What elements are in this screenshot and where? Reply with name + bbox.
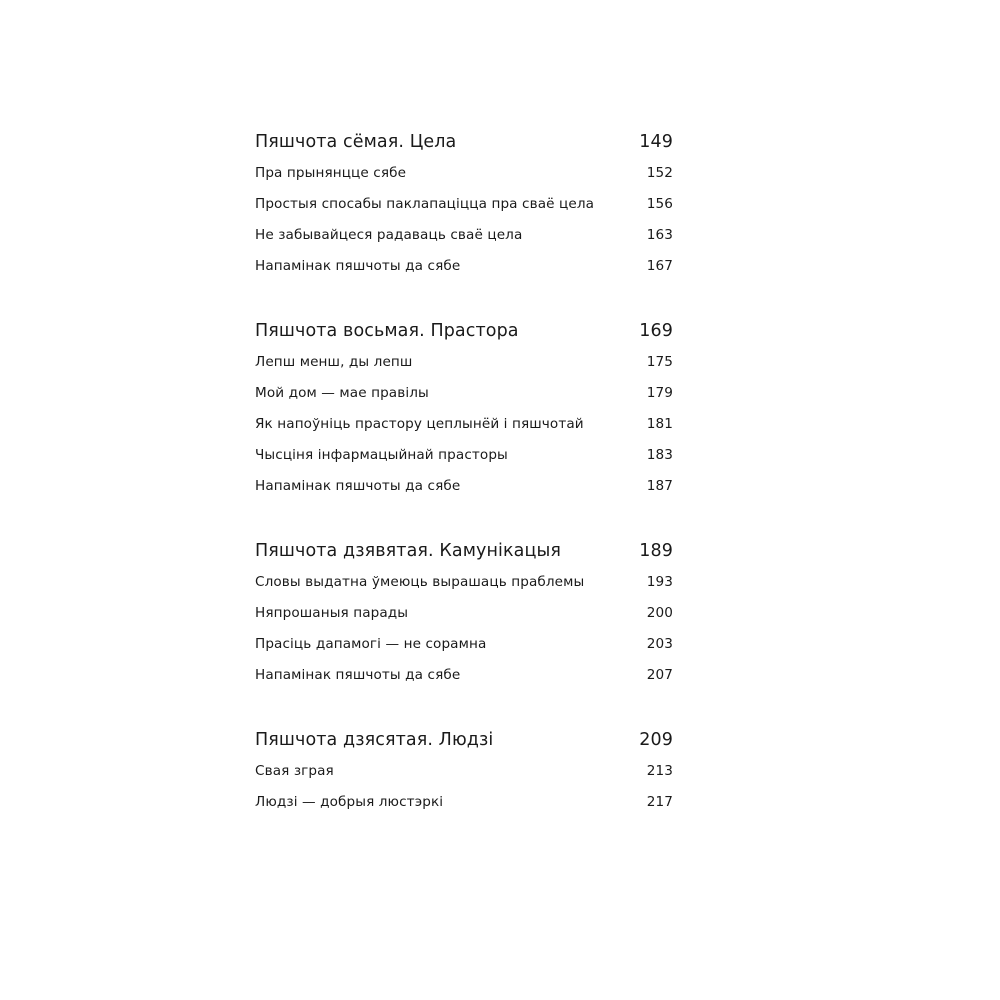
entry-page-number: 187	[646, 478, 673, 494]
entry-page-number: 203	[646, 636, 673, 652]
entry-title: Словы выдатна ўмеюць вырашаць праблемы	[255, 574, 585, 590]
toc-entry[interactable]	[255, 756, 673, 787]
chapter-page-number: 189	[639, 541, 673, 561]
entry-page-number: 175	[646, 354, 673, 370]
chapter-page-number: 149	[639, 132, 673, 152]
entry-title: Не забывайцеся радаваць сваё цела	[255, 227, 523, 243]
entry-title: Простыя спосабы паклапаціцца пра сваё цела	[255, 196, 595, 212]
chapter-title: Пяшчота дзясятая. Людзі	[255, 730, 494, 750]
chapter-page-number: 169	[639, 321, 673, 341]
chapter-section	[255, 535, 673, 691]
toc-entry[interactable]	[255, 567, 673, 598]
entry-title: Лепш менш, ды лепш	[255, 354, 413, 370]
entry-page-number: 207	[646, 667, 673, 683]
entry-title: Няпрошаныя парады	[255, 605, 409, 621]
entry-page-number: 217	[646, 794, 673, 810]
entry-title: Прасіць дапамогі — не сорамна	[255, 636, 487, 652]
toc-entry[interactable]	[255, 158, 673, 189]
toc-entry[interactable]	[255, 440, 673, 471]
chapter-title: Пяшчота дзявятая. Камунікацыя	[255, 541, 562, 561]
chapter-heading[interactable]	[255, 126, 673, 158]
entry-page-number: 163	[646, 227, 673, 243]
chapter-heading[interactable]	[255, 724, 673, 756]
entry-page-number: 167	[646, 258, 673, 274]
toc-entry[interactable]	[255, 189, 673, 220]
chapter-section	[255, 724, 673, 818]
entry-title: Як напоўніць прастору цеплынёй і пяшчотай	[255, 416, 584, 432]
chapter-section	[255, 126, 673, 282]
toc-entry[interactable]	[255, 660, 673, 691]
entry-title: Пра прынянцце сябе	[255, 165, 407, 181]
entry-title: Чысціня інфармацыйнай прасторы	[255, 447, 508, 463]
toc-entry[interactable]	[255, 598, 673, 629]
table-of-contents	[255, 126, 673, 851]
entry-page-number: 213	[646, 763, 673, 779]
entry-title: Напамінак пяшчоты да сябе	[255, 667, 461, 683]
entry-title: Свая зграя	[255, 763, 334, 779]
entry-page-number: 152	[646, 165, 673, 181]
entry-page-number: 156	[646, 196, 673, 212]
entry-title: Мой дом — мае правілы	[255, 385, 429, 401]
toc-entry[interactable]	[255, 787, 673, 818]
entry-page-number: 183	[646, 447, 673, 463]
toc-entry[interactable]	[255, 347, 673, 378]
entry-title: Людзі — добрыя люстэркі	[255, 794, 444, 810]
entry-page-number: 179	[646, 385, 673, 401]
chapter-title: Пяшчота сёмая. Цела	[255, 132, 457, 152]
chapter-section	[255, 315, 673, 502]
entry-page-number: 181	[646, 416, 673, 432]
chapter-heading[interactable]	[255, 315, 673, 347]
entry-title: Напамінак пяшчоты да сябе	[255, 258, 461, 274]
toc-entry[interactable]	[255, 220, 673, 251]
chapter-heading[interactable]	[255, 535, 673, 567]
toc-entry[interactable]	[255, 409, 673, 440]
toc-entry[interactable]	[255, 378, 673, 409]
chapter-page-number: 209	[639, 730, 673, 750]
toc-entry[interactable]	[255, 629, 673, 660]
entry-page-number: 200	[646, 605, 673, 621]
entry-title: Напамінак пяшчоты да сябе	[255, 478, 461, 494]
entry-page-number: 193	[646, 574, 673, 590]
chapter-title: Пяшчота восьмая. Прастора	[255, 321, 519, 341]
toc-entry[interactable]	[255, 251, 673, 282]
toc-entry[interactable]	[255, 471, 673, 502]
